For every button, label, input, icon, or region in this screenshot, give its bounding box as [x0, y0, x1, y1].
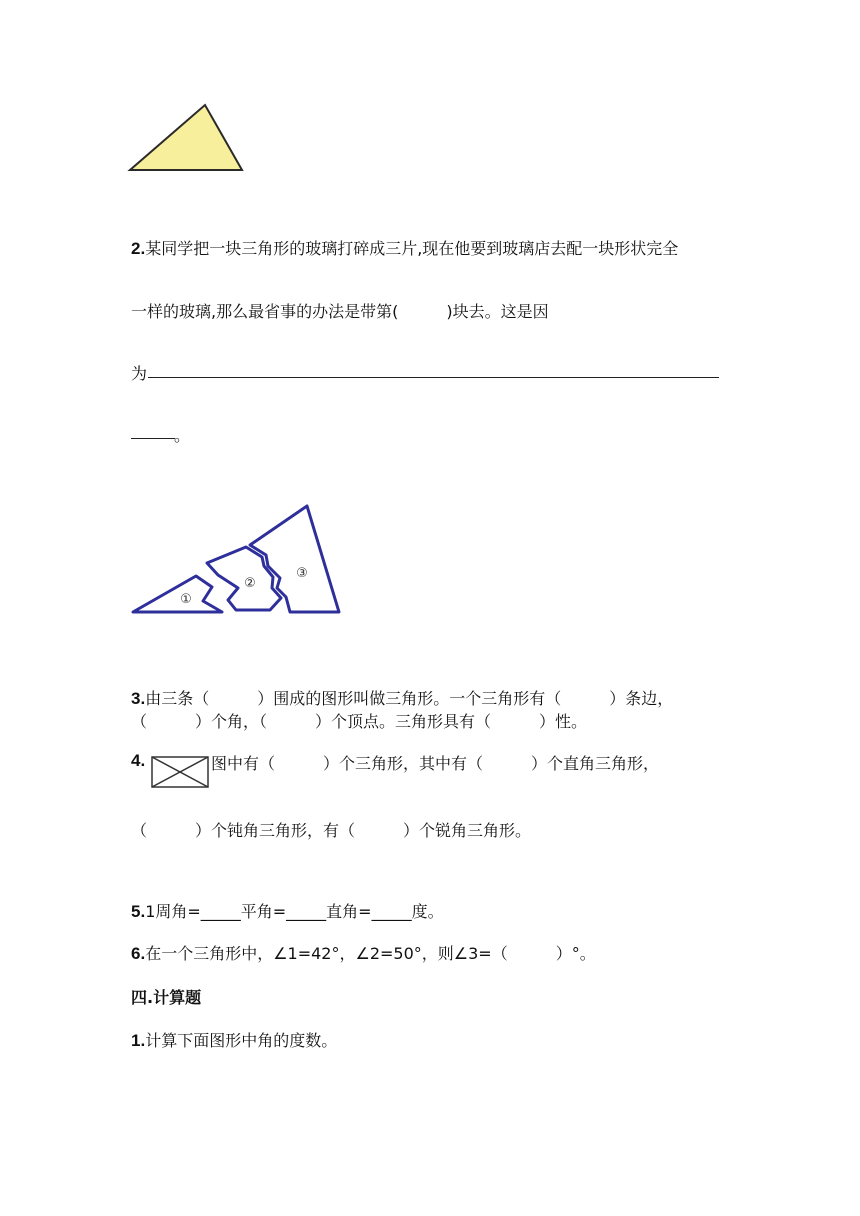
q4-number: 4.	[131, 751, 146, 770]
q3-line2: （ ）个角，（ ）个顶点。三角形具有（ ）性。	[131, 712, 588, 731]
s4q1-line	[131, 1028, 337, 1051]
q3-text-line1: 由三条（ ）围成的图形叫做三角形。一个三角形有（ ）条边，	[145, 689, 674, 708]
q6-number: 6.	[131, 944, 146, 963]
q2-number: 2.	[131, 239, 146, 258]
q2-line2: 一样的玻璃,那么最省事的办法是带第( )块去。这是因	[131, 302, 549, 321]
q2-line4-suffix: 。	[174, 426, 191, 445]
shard-label-1: ①	[180, 592, 192, 607]
shard-label-3: ③	[296, 566, 308, 581]
q5-line	[131, 899, 444, 922]
q5-number: 5.	[131, 902, 146, 921]
q4-line2: （ ）个钝角三角形，有（ ）个锐角三角形。	[131, 821, 532, 840]
s4q1-number: 1.	[131, 1031, 146, 1050]
q4-text-line1: 图中有（ ）个三角形，其中有（ ）个直角三角形，	[211, 754, 660, 773]
shard-label-2: ②	[244, 576, 256, 591]
q6-line	[131, 941, 596, 964]
q6-text: 在一个三角形中，∠1=42°，∠2=50°，则∠3=（ ）°。	[145, 944, 596, 963]
q2-line3-prefix: 为	[131, 364, 148, 383]
q2-text-line1: 某同学把一块三角形的玻璃打碎成三片,现在他要到玻璃店去配一块形状完全	[145, 239, 679, 258]
section-heading: 四.计算题	[131, 988, 202, 1007]
q5-text: 1周角=_____平角=_____直角=_____度。	[145, 902, 444, 921]
q3-number: 3.	[131, 689, 146, 708]
s4q1-text: 计算下面图形中角的度数。	[145, 1031, 338, 1050]
